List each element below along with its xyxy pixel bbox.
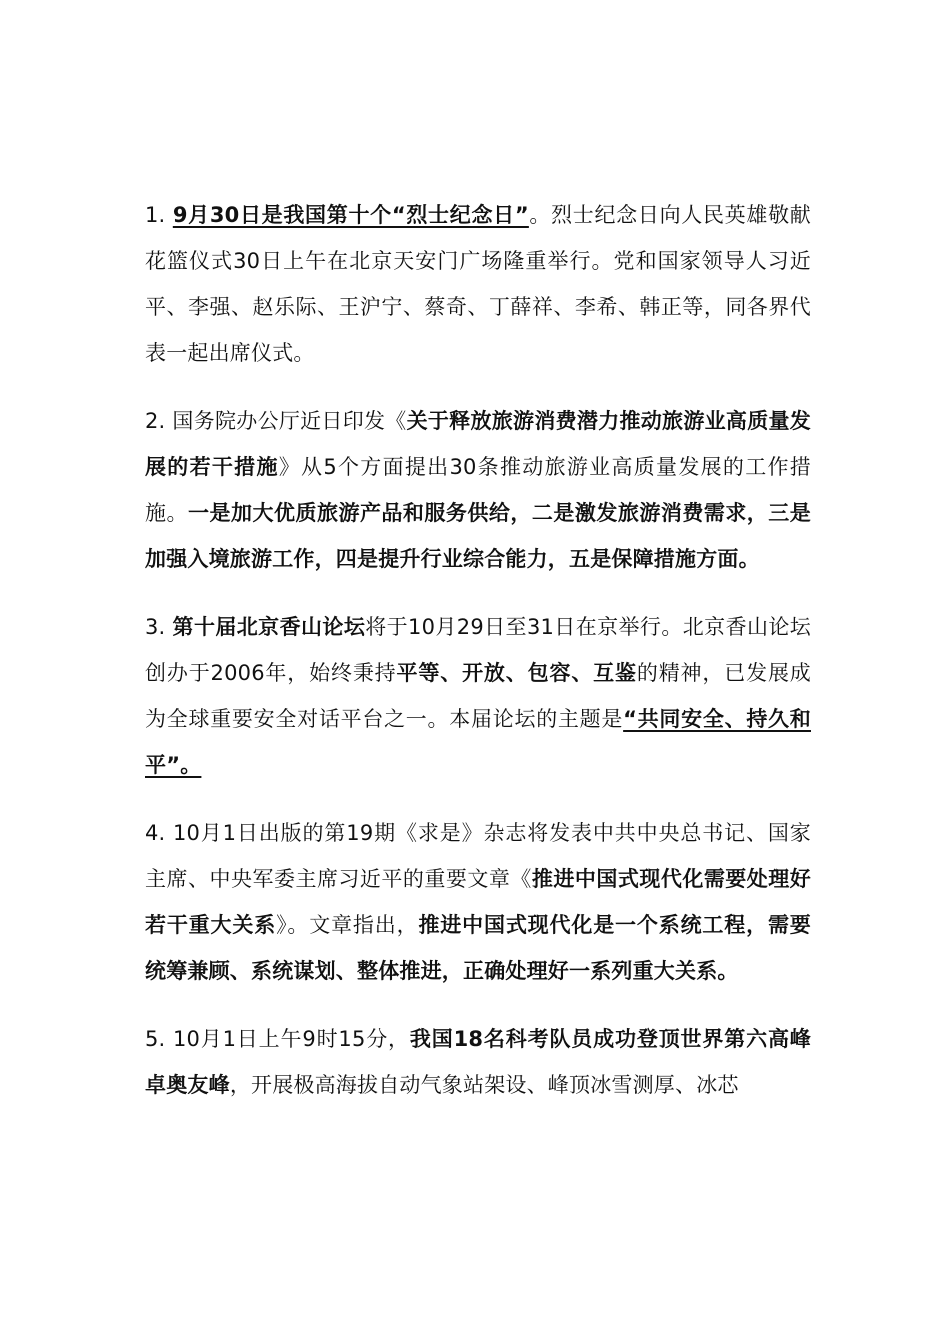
bold-text: 平等、开放、包容、互鉴 — [396, 661, 637, 685]
body-text: 4. 10月1日出版的第19期《求是》杂志将发表中共中央总书记、国家主席、中央军委主席习近平的重要文章《 — [145, 821, 811, 891]
body-text: 》从5个方面提出30条推动旅游业高质量发展的工作措施。 — [145, 455, 811, 525]
bold-underlined-text: 9月30日是我国第十个“烈士纪念日” — [172, 203, 529, 227]
document-page — [145, 192, 811, 1130]
item-number: 3. — [145, 615, 173, 639]
body-text: 》。文章指出， — [276, 913, 419, 937]
body-text: 。烈士纪念日向人民英雄敬献花篮仪式30日上午在北京天安门广场隆重举行。党和国家领导人习近平、李强、赵乐际、王沪宁、蔡奇、丁薛祥、李希、韩正等，同各界代表一起出席仪式。 — [145, 203, 811, 365]
bold-underlined-text: “共同安全、持久和平”。 — [145, 707, 811, 777]
bold-text: 推进中国式现代化是一个系统工程，需要统筹兼顾、系统谋划、整体推进，正确处理好一系列重大关系。 — [145, 913, 811, 983]
news-item-4 — [145, 810, 811, 994]
news-item-1 — [145, 192, 811, 376]
body-text: 的精神，已发展成为全球重要安全对话平台之一。本届论坛的主题是 — [145, 661, 811, 731]
news-item-5 — [145, 1016, 811, 1108]
item-number: 1. — [145, 203, 173, 227]
bold-text: 一是加大优质旅游产品和服务供给，二是激发旅游消费需求，三是加强入境旅游工作，四是提升行业综合能力，五是保障措施方面。 — [145, 501, 811, 571]
body-text: 将于10月29日至31日在京举行。北京香山论坛创办于2006年，始终秉持 — [145, 615, 812, 685]
body-text: ，开展极高海拔自动气象站架设、峰顶冰雪测厚、冰芯 — [229, 1073, 739, 1097]
bold-text: 关于释放旅游消费潜力推动旅游业高质量发展的若干措施 — [145, 409, 811, 479]
body-text: 2. 国务院办公厅近日印发《 — [145, 409, 407, 433]
bold-text: 我国18名科考队员成功登顶世界第六高峰卓奥友峰 — [145, 1027, 812, 1097]
news-item-2 — [145, 398, 811, 582]
bold-text: 第十届北京香山论坛 — [172, 615, 366, 639]
bold-text: 推进中国式现代化需要处理好若干重大关系 — [145, 867, 811, 937]
body-text: 5. 10月1日上午9时15分， — [145, 1027, 410, 1051]
news-item-3 — [145, 604, 811, 788]
